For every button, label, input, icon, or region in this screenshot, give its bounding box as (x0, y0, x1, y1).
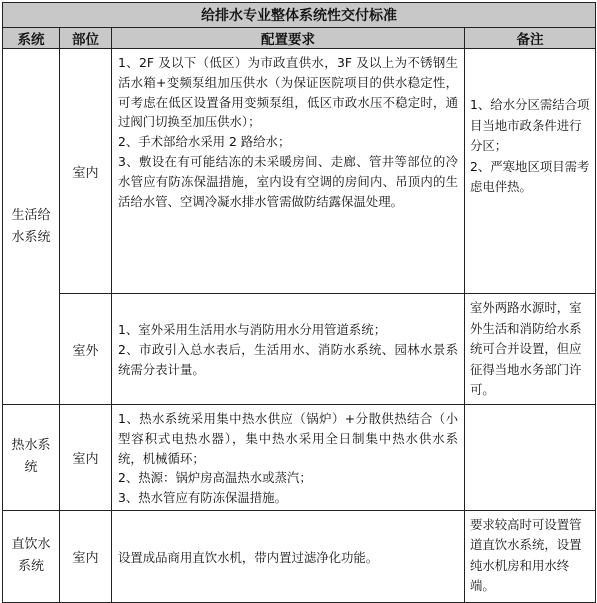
system-cell (3, 510, 60, 602)
notes-cell (465, 510, 596, 602)
part-cell: 室内 (60, 405, 112, 511)
requirement-item: 1、室外采用生活用水与消防用水分用管道系统； (118, 322, 387, 338)
delivery-standard-table (2, 2, 596, 603)
header-system: 系统 (3, 28, 60, 49)
header-part: 部位 (60, 28, 112, 49)
table-row (3, 510, 596, 602)
requirement-item: 1、热水系统采用集中热水供应（锅炉）+分散供热结合（小型容积式电热水器），集中热水采用全日制集中热水供水系统，机械循环； (118, 411, 458, 466)
part-cell: 室内 (60, 510, 112, 602)
requirements-cell (112, 294, 465, 405)
table-row (3, 49, 596, 294)
requirement-item: 设置成品商用直饮水机，带内置过滤净化功能。 (118, 549, 379, 565)
system-cell (3, 405, 60, 511)
notes-cell (465, 49, 596, 294)
part-cell: 室内 (60, 49, 112, 294)
requirements-cell (112, 405, 465, 511)
requirement-item: 3、敷设在有可能结冻的未采暖房间、走廊、管井等部位的冷水管应有防冻保温措施，室内设有空调的房间内、吊顶内的生活给水管、空调冷凝水排水管需做防结露保温处理。 (118, 153, 458, 209)
requirement-item: 2、市政引入总水表后，生活用水、消防水系统、园林水景系统需分表计量。 (118, 342, 458, 377)
requirements-cell (112, 49, 465, 294)
note-item: 1、给水分区需结合项目当地市政条件进行分区； (470, 97, 590, 153)
table-row (3, 405, 596, 511)
part-cell: 室外 (60, 294, 112, 405)
table-row (3, 294, 596, 405)
requirements-cell (112, 510, 465, 602)
notes-cell (465, 294, 596, 405)
requirement-item: 1、2F 及以下（低区）为市政直供水，3F 及以上为不锈钢生活水箱+变频泵组加压供水（为保证医院项目的供水稳定性，可考虑在低区设置备用变频泵组，低区市政水压不稳定时，通过阀门切换至加压供水）； (118, 55, 458, 130)
table-title: 给排水专业整体系统性交付标准 (3, 3, 596, 28)
requirement-item: 3、热水管应有防冻保温措施。 (118, 490, 287, 506)
system-cell (3, 49, 60, 405)
header-requirements: 配置要求 (112, 28, 465, 49)
note-item: 室外两路水源时，室外生活和消防给水系统可合并设置，但应征得当地水务部门许可。 (470, 300, 582, 397)
requirement-item: 2、热源：锅炉房高温热水或蒸汽； (118, 470, 312, 486)
system-name: 热水系统 (11, 438, 51, 476)
notes-cell (465, 405, 596, 511)
system-name: 生活给水系统 (11, 207, 51, 245)
requirement-item: 2、手术部给水采用 2 路给水； (118, 134, 291, 150)
note-item: 2、严寒地区项目需考虑电伴热。 (470, 158, 590, 194)
system-name: 直饮水系统 (11, 537, 51, 575)
note-item: 要求较高时可设置管道直饮水系统，设置纯水机房和用水终端。 (470, 516, 582, 594)
header-notes: 备注 (465, 28, 596, 49)
